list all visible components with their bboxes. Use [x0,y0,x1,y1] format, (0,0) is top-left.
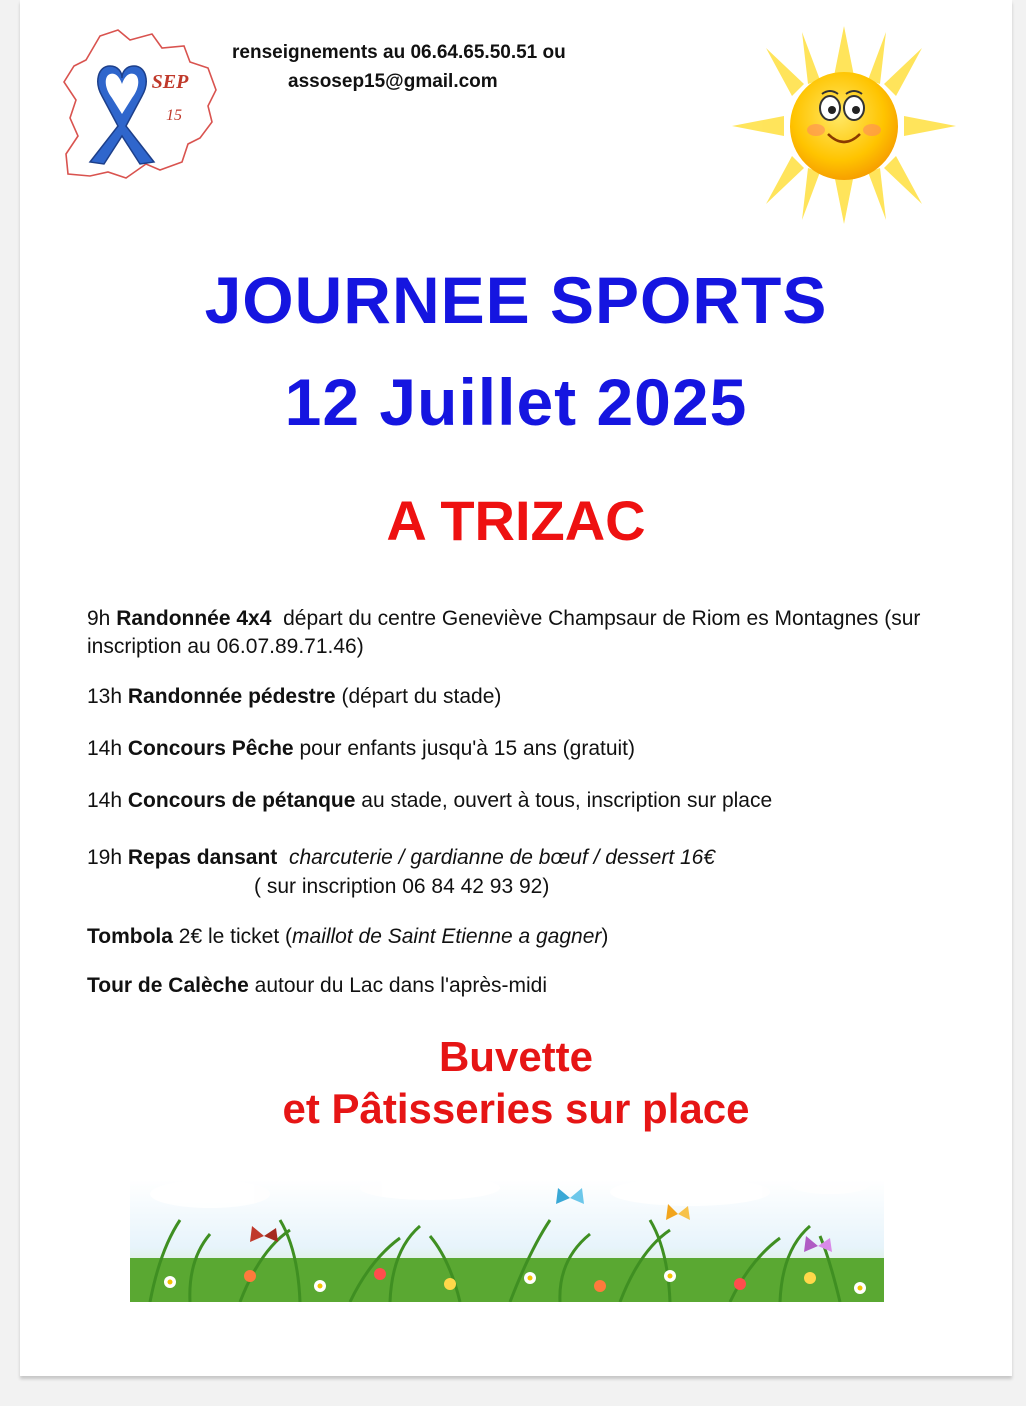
contact-email[interactable]: assosep15@gmail.com [288,71,498,92]
flower-meadow-butterflies-icon [130,1150,884,1302]
svg-text:15: 15 [166,107,182,124]
contact-phone-line: renseignements au 06.64.65.50.51 ou [232,42,566,63]
buvette-line: Buvette [438,1033,594,1080]
program-item-petanque: 14h Concours de pétanque au stade, ouvert à tous, inscription sur place [87,789,773,812]
tombola-item: Tombola 2€ le ticket (maillot de Saint Etienne a gagner) [87,925,609,948]
svg-text:SEP: SEP [151,71,189,93]
program-item-pedestre: 13h Randonnée pédestre (départ du stade) [87,685,502,708]
smiling-sun-icon [732,26,956,224]
program-item-4x4: 9h Randonnée 4x4 départ du centre Geneviève Champsaur de Riom es Montagnes (sur inscription au 06.07.89.71.46) [87,607,921,658]
patisseries-line: et Pâtisseries sur place [282,1085,750,1132]
flyer-page [20,0,1012,1376]
caleche-item: Tour de Calèche autour du Lac dans l'après-midi [87,974,548,997]
event-title: JOURNEE SPORTS [204,263,828,337]
event-date: 12 Juillet 2025 [284,365,748,439]
program-item-peche: 14h Concours Pêche pour enfants jusqu'à 15 ans (gratuit) [87,737,636,760]
blue-ribbon-icon [90,66,154,164]
event-location: A TRIZAC [386,489,646,552]
program-item-repas: 19h Repas dansant charcuterie / gardianne de bœuf / dessert 16€ [87,846,716,869]
sep15-logo [60,26,220,182]
program-item-repas-note: ( sur inscription 06 84 42 93 92) [254,875,550,898]
